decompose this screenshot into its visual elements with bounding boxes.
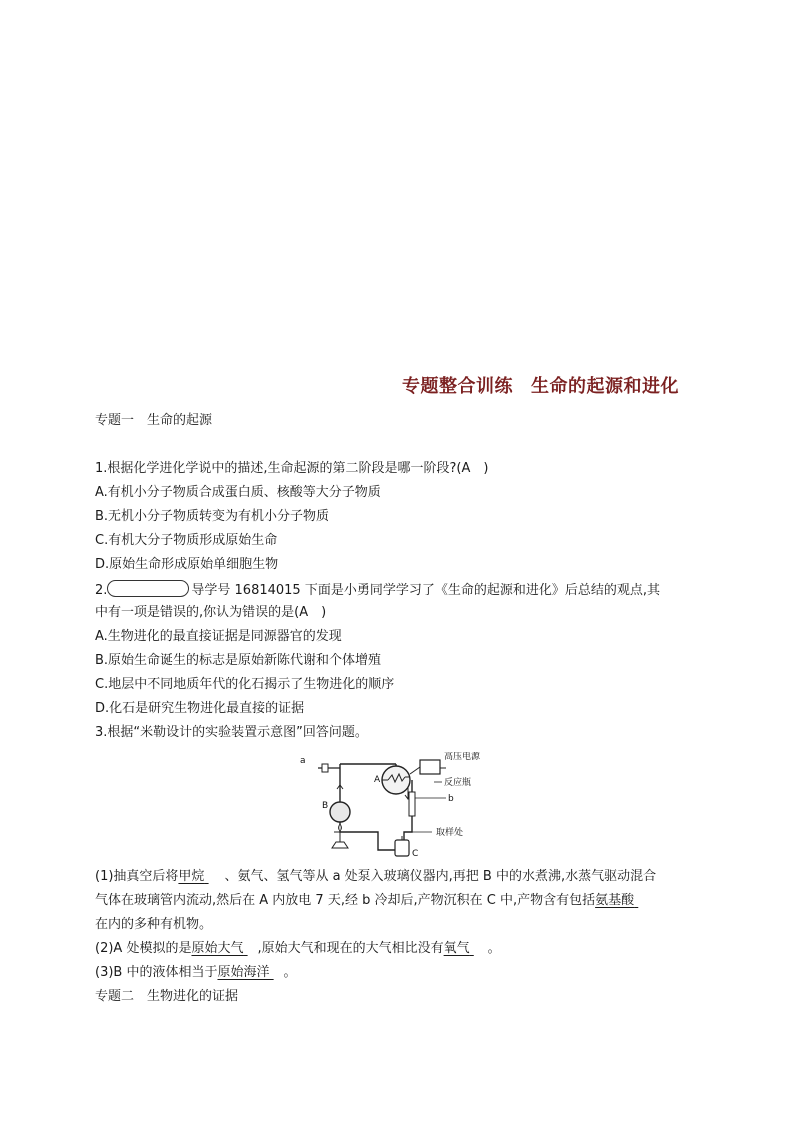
title-part1: 专题整合训练 [402,376,513,397]
label-B: B [322,801,329,811]
q2-stem-line2: 中有一项是错误的,你认为错误的是(A ) [95,605,327,620]
q2-option-c: C.地层中不同地质年代的化石揭示了生物进化的顺序 [95,677,395,692]
condenser [409,792,415,816]
q3-blank-methane: 甲烷 [178,869,205,884]
q2-option-b: B.原始生命诞生的标志是原始新陈代谢和个体增殖 [95,653,382,668]
q1-option-d: D.原始生命形成原始单细胞生物 [95,557,279,572]
q3-sub2: (2)A 处模拟的是原始大气 ,原始大气和现在的大气相比没有氧气 。 [95,941,501,956]
q2-option-d: D.化石是研究生物进化最直接的证据 [95,701,305,716]
page-title [402,372,679,398]
flow-up-arrow-icon [337,785,343,794]
burner-icon [332,832,348,848]
q3-stem: 3.根据“米勒设计的实验装置示意图”回答问题。 [95,725,368,740]
q3-sub1-line2: 气体在玻璃管内流动,然后在 A 内放电 7 天,经 b 冷却后,产物沉积在 C 中,产物含有包括氨基酸 [95,893,635,908]
label-b: b [448,794,454,804]
label-C: C [412,849,419,859]
label-sample: 取样处 [436,828,464,838]
topic1-heading: 专题一 生命的起源 [95,413,213,428]
topic2-heading: 专题二 生物进化的证据 [95,989,239,1004]
collection-vessel [395,840,409,856]
q3-blank-amino-acid: 氨基酸 [595,893,635,908]
q3-blank-primitive-ocean: 原始海洋 [217,965,270,980]
miller-apparatus-diagram [296,752,486,862]
boiling-flask [330,802,350,822]
high-voltage-source [420,760,440,774]
q1-stem: 1.根据化学进化学说中的描述,生命起源的第二阶段是哪一阶段?(A ) [95,461,489,476]
label-flask: 反应瓶 [444,778,472,788]
q3-sub3: (3)B 中的液体相当于原始海洋 。 [95,965,297,980]
title-part2: 生命的起源和进化 [531,376,679,397]
q3-sub1-line3: 在内的多种有机物。 [95,917,213,932]
q1-option-b: B.无机小分子物质转变为有机小分子物质 [95,509,330,524]
question-number-badge [107,580,189,597]
q1-option-c: C.有机大分子物质形成原始生命 [95,533,278,548]
q3-blank-oxygen: 氧气 [443,941,470,956]
label-A: A [374,775,381,785]
label-power: 高压电源 [444,752,481,762]
q2-stem-line1: 2. 导学号 16814015 下面是小勇同学学习了《生命的起源和进化》后总结的观点,其 [95,580,660,600]
q2-option-a: A.生物进化的最直接证据是同源器官的发现 [95,629,342,644]
q1-option-a: A.有机小分子物质合成蛋白质、核酸等大分子物质 [95,485,381,500]
q3-blank-primitive-atmosphere: 原始大气 [191,941,244,956]
flame-icon [339,824,342,831]
label-a: a [300,756,306,766]
q3-sub1-line1: (1)抽真空后将甲烷 、氨气、氢气等从 a 处泵入玻璃仪器内,再把 B 中的水煮沸,水蒸气驱动混合 [95,869,657,884]
